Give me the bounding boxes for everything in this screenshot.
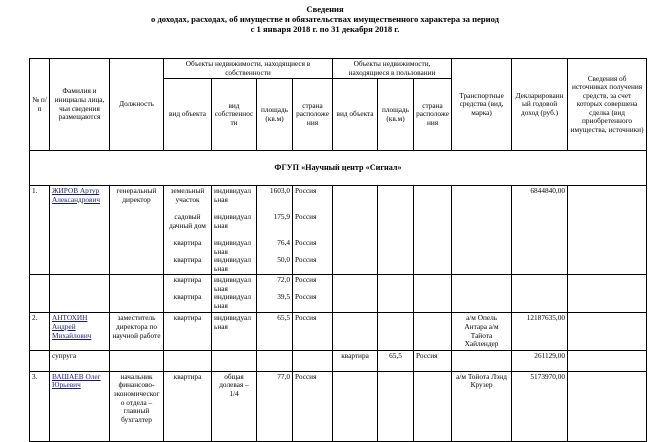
used-country bbox=[414, 186, 452, 275]
owned-country: Россия bbox=[293, 371, 333, 441]
owned-type: садовый дачный дом bbox=[169, 212, 206, 230]
document-subtitle: о доходах, расходах, об имуществе и обязательствах имущественного характера за период bbox=[151, 14, 499, 24]
header-row bbox=[30, 59, 647, 79]
owned-area bbox=[257, 350, 293, 371]
owned-area: 1603,0 bbox=[269, 186, 290, 196]
col-header-position: Должность bbox=[110, 59, 164, 151]
owned-area: 76,4 bbox=[277, 238, 290, 248]
col-header-owned-area: площадь (кв.м) bbox=[257, 79, 293, 151]
transport bbox=[452, 350, 512, 371]
owned-country: Россия bbox=[295, 212, 317, 222]
used-area bbox=[378, 186, 414, 275]
owned-type: квартира bbox=[173, 275, 202, 285]
owned-area-cell bbox=[257, 275, 293, 313]
person-name-link[interactable]: ЖИРОВ Артур Александрович bbox=[52, 186, 101, 204]
col-header-owned-group: Объекты недвижимости, находящиеся в собственности bbox=[164, 59, 333, 79]
owned-type: квартира bbox=[173, 292, 202, 302]
person-position: начальник финансово-экономического отдела – главный бухгалтер bbox=[110, 371, 164, 441]
owned-area-cell bbox=[257, 186, 293, 275]
used-country bbox=[414, 275, 452, 313]
sources bbox=[568, 313, 647, 350]
used-area bbox=[378, 313, 414, 350]
owned-ownership-cell bbox=[212, 275, 257, 313]
owned-country: Россия bbox=[295, 292, 317, 302]
owned-ownership: индивидуальная bbox=[212, 313, 257, 350]
income: 261129,00 bbox=[512, 350, 568, 371]
sources bbox=[568, 371, 647, 441]
person-position: генеральный директор bbox=[110, 186, 164, 275]
table-row bbox=[30, 350, 647, 371]
owned-area: 175,9 bbox=[273, 212, 290, 222]
table-row bbox=[30, 371, 647, 441]
col-header-owned-country: страна расположения bbox=[293, 79, 333, 151]
person-num bbox=[30, 275, 50, 313]
income bbox=[512, 275, 568, 313]
owned-type bbox=[164, 350, 212, 371]
person-name-link[interactable]: АНТОХИН Андрей Михайлович bbox=[52, 313, 92, 340]
col-header-num: № п/п bbox=[30, 59, 50, 151]
used-area bbox=[378, 371, 414, 441]
owned-area: 39,5 bbox=[277, 292, 290, 302]
owned-area: 77,0 bbox=[257, 371, 293, 441]
organization-name: ФГУП «Научный центр «Сигнал» bbox=[30, 151, 647, 186]
owned-type-cell bbox=[164, 275, 212, 313]
used-type bbox=[333, 313, 378, 350]
person-position bbox=[110, 350, 164, 371]
col-header-income: Декларированный годовой доход (руб.) bbox=[512, 59, 568, 151]
owned-type: квартира bbox=[173, 238, 202, 248]
sources bbox=[568, 275, 647, 313]
owned-ownership: индивидуальная bbox=[214, 275, 251, 293]
col-header-name: Фамилия и инициалы лица, чьи сведения размещаются bbox=[50, 59, 110, 151]
income: 12187635,00 bbox=[512, 313, 568, 350]
owned-ownership: индивидуальная bbox=[214, 255, 251, 273]
used-type bbox=[333, 371, 378, 441]
owned-ownership: индивидуальная bbox=[214, 186, 251, 204]
owned-type: квартира bbox=[164, 313, 212, 350]
col-header-used-group: Объекты недвижимости, находящиеся в пользовании bbox=[333, 59, 452, 79]
owned-country: Россия bbox=[295, 238, 317, 248]
owned-country-cell bbox=[293, 186, 333, 275]
table-row bbox=[30, 275, 647, 313]
person-num: 2. bbox=[30, 313, 50, 350]
document-period: с 1 января 2018 г. по 31 декабря 2018 г. bbox=[250, 24, 400, 34]
transport bbox=[452, 186, 512, 275]
transport: а/м Опель Антара а/м Тайота Хайлендер bbox=[452, 313, 512, 350]
owned-type: квартира bbox=[164, 371, 212, 441]
sources bbox=[568, 350, 647, 371]
person-name bbox=[50, 275, 110, 313]
used-area: 65,5 bbox=[378, 350, 414, 371]
owned-type: земельный участок bbox=[170, 186, 205, 204]
person-num: 1. bbox=[30, 186, 50, 275]
owned-country: Россия bbox=[295, 186, 317, 196]
col-header-transport: Транспортные средства (вид, марка) bbox=[452, 59, 512, 151]
person-position bbox=[110, 275, 164, 313]
owned-ownership: общая долевая – 1/4 bbox=[212, 371, 257, 441]
person-position: заместитель директора по научной работе bbox=[110, 313, 164, 350]
used-type bbox=[333, 275, 378, 313]
owned-country-cell bbox=[293, 275, 333, 313]
person-num: 3. bbox=[30, 371, 50, 441]
owned-area: 65,5 bbox=[257, 313, 293, 350]
owned-ownership: индивидуальная bbox=[214, 238, 251, 256]
col-header-used-type: вид объекта bbox=[333, 79, 378, 151]
document-title: Сведения bbox=[306, 4, 344, 14]
owned-type-cell bbox=[164, 186, 212, 275]
owned-country bbox=[293, 350, 333, 371]
owned-country: Россия bbox=[295, 275, 317, 285]
transport bbox=[452, 275, 512, 313]
owned-area: 72,0 bbox=[277, 275, 290, 285]
owned-ownership-cell bbox=[212, 186, 257, 275]
col-header-sources: Сведения об источниках получения средств, за счет которых совершена сделка (вид приобретенного имущества, источники) bbox=[568, 59, 647, 151]
used-country bbox=[414, 313, 452, 350]
owned-country: Россия bbox=[295, 255, 317, 265]
owned-ownership bbox=[212, 350, 257, 371]
used-type bbox=[333, 186, 378, 275]
person-num bbox=[30, 350, 50, 371]
used-area bbox=[378, 275, 414, 313]
person-name bbox=[50, 371, 110, 441]
used-country bbox=[414, 371, 452, 441]
declarations-table bbox=[29, 58, 647, 442]
owned-ownership: индивидуальная bbox=[214, 292, 251, 310]
sources bbox=[568, 186, 647, 275]
table-row bbox=[30, 313, 647, 350]
organization-row bbox=[30, 151, 647, 186]
used-type: квартира bbox=[333, 350, 378, 371]
col-header-used-area: площадь (кв.м) bbox=[378, 79, 414, 151]
table-row bbox=[30, 186, 647, 275]
income: 6844840,00 bbox=[512, 186, 568, 275]
col-header-used-country: страна расположения bbox=[414, 79, 452, 151]
owned-type: квартира bbox=[173, 255, 202, 265]
person-name bbox=[50, 186, 110, 275]
income: 5173970,00 bbox=[512, 371, 568, 441]
col-header-owned-ownership: вид собственности bbox=[212, 79, 257, 151]
col-header-owned-type: вид объекта bbox=[164, 79, 212, 151]
person-name-link[interactable]: ВАШАЕВ Олег Юрьевич bbox=[52, 371, 101, 390]
owned-country: Россия bbox=[293, 313, 333, 350]
person-name bbox=[50, 313, 110, 350]
person-relation: супруга bbox=[50, 350, 110, 371]
used-country: Россия bbox=[414, 350, 452, 371]
owned-area: 50,0 bbox=[277, 255, 290, 265]
transport: а/м Тойота Лэнд Крузер bbox=[452, 371, 512, 441]
owned-ownership: индивидуальная bbox=[214, 212, 251, 230]
